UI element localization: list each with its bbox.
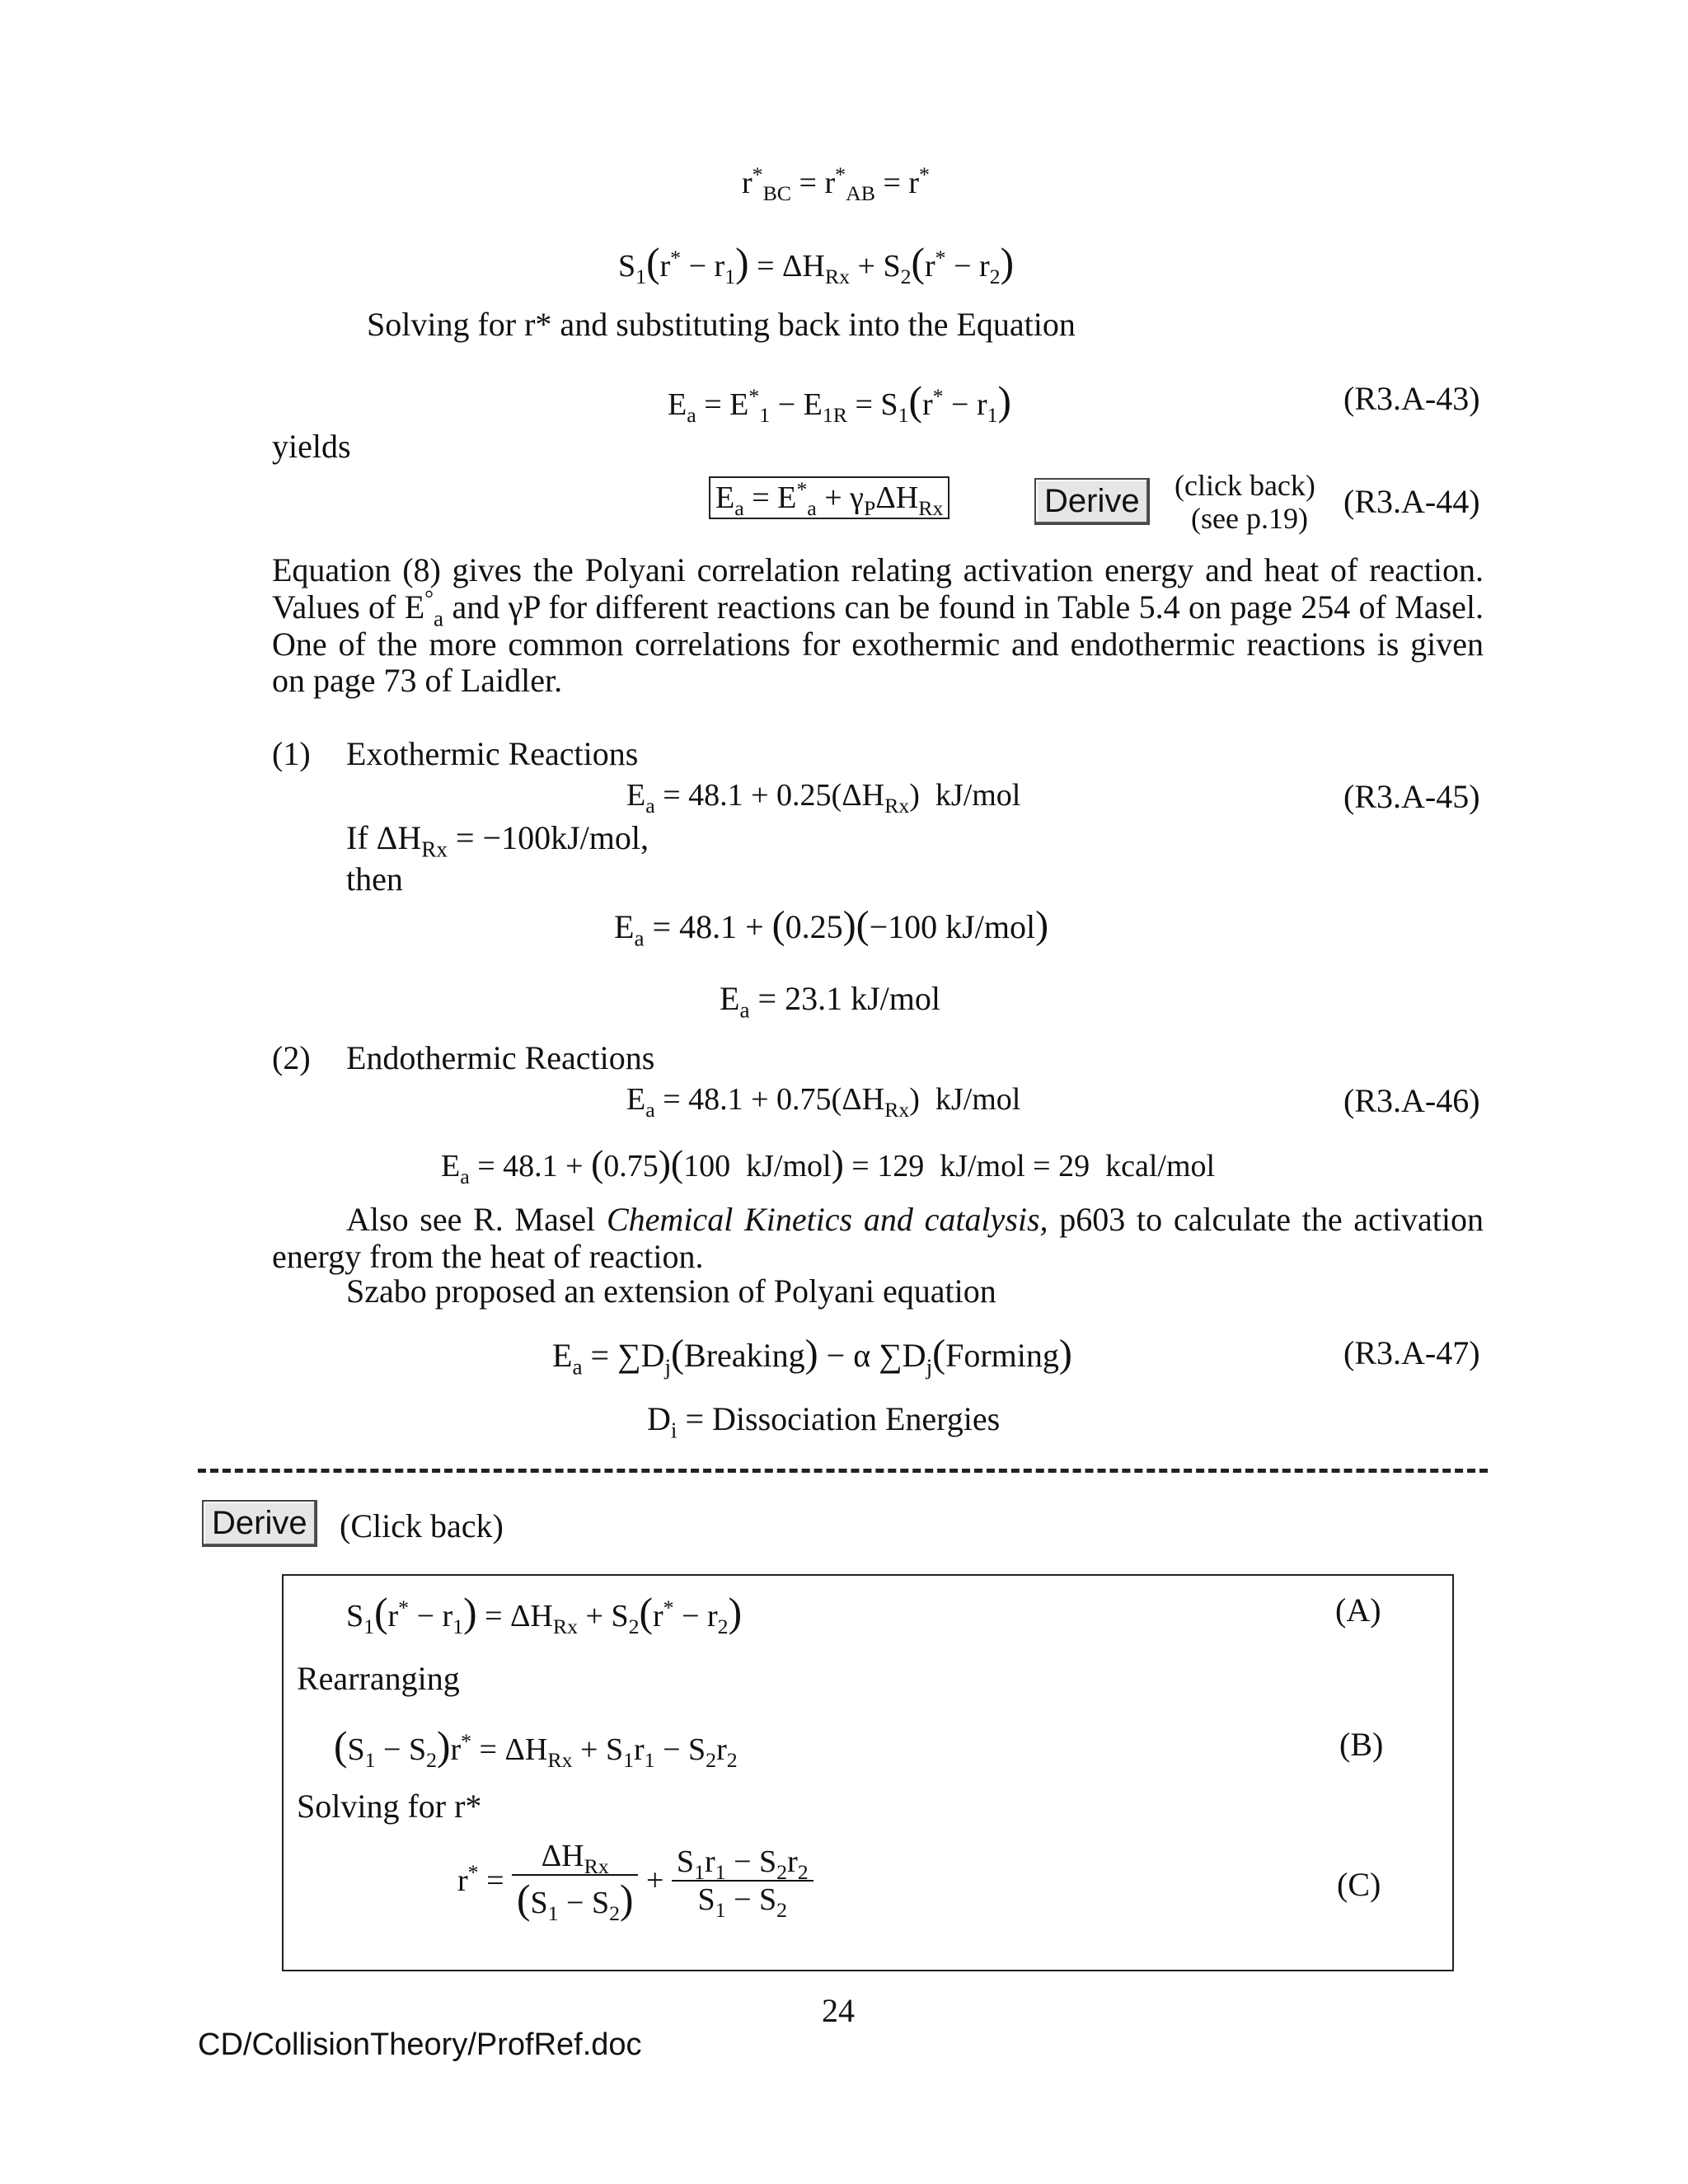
also-see-paragraph <box>272 1202 1484 1276</box>
equation-number-44: (R3.A-44) <box>1343 483 1480 520</box>
equation-calc-exo: $E_a = 48.1 + (0.25)(-100$ kJ/mol) <box>614 903 1049 951</box>
item-2-number: (2) <box>272 1039 311 1076</box>
equation-number-47: (R3.A-47) <box>1343 1334 1480 1371</box>
polanyi-text-1: Equation (8) gives the Polyani correlation relating activation energy and heat of reaction. Values of <box>272 551 1484 626</box>
polanyi-paragraph: Equation (8) gives the Polyani correlation relating activation energy and heat of reaction. Values of $E^\circ_a$ and γP for different reactions can be found in Table 5.4 on page 254 of Masel. One of the more common correlations for exothermic and endothermic reactions is given on page 73 of Laidler. <box>272 551 1484 700</box>
equation-44-boxed: $E_a = E^*_a + \gamma_P\Delta H_{Rx}$ <box>709 476 950 519</box>
derive-button[interactable]: Derive <box>1034 478 1150 525</box>
szabo-text: Szabo proposed an extension of Polyani equation <box>346 1272 996 1310</box>
item-2-label: Endothermic Reactions <box>346 1039 655 1076</box>
derive-button-2[interactable]: Derive <box>202 1500 317 1547</box>
box-rearranging: Rearranging <box>297 1660 460 1697</box>
equation-rstar: $r^*_{BC} = r^*_{AB} = r^*$ <box>742 162 930 206</box>
also-see-text-1: Also see R. Masel <box>346 1201 596 1238</box>
equation-45: $E_a = 48.1 + 0.25(\Delta H_{Rx})$ kJ/mol <box>626 778 1021 818</box>
text-solving: Solving for r* and substituting back into the Equation <box>367 306 1076 343</box>
fraction-2: $\frac{S_1r_1 - S_2r_2}{S_1 - S_2}$ <box>672 1844 814 1918</box>
equation-number-46: (R3.A-46) <box>1343 1082 1480 1119</box>
dashed-separator <box>198 1469 1488 1473</box>
fraction-1: $\frac{\Delta H_{Rx}}{(S_1 - S_2)}$ <box>512 1838 638 1923</box>
dissociation-definition: $D_i$ = Dissociation Energies <box>647 1400 1001 1443</box>
polanyi-text-2: and γP for different reactions can be found in Table 5.4 on page 254 of Masel. One of the more common correlations for exothermic and endothermic reactions is given on page 73 of Laidler. <box>272 588 1484 700</box>
book-title: Chemical Kinetics and catalysis, <box>607 1201 1048 1238</box>
equation-s1-balance: $S_1(r^* - r_1) = \Delta H_{Rx} + S_2(r^* - r_2)$ <box>618 240 1015 289</box>
box-label-b: (B) <box>1339 1726 1384 1763</box>
box-solving: Solving for r* <box>297 1788 482 1825</box>
equation-46: $E_a = 48.1 + 0.75(\Delta H_{Rx})$ kJ/mol <box>626 1082 1021 1122</box>
click-back-link-2[interactable]: (Click back) <box>340 1507 504 1544</box>
equation-result-exo: $E_a = 23.1$ kJ/mol <box>720 980 940 1023</box>
item-1-label: Exothermic Reactions <box>346 735 639 772</box>
equation-number-43: (R3.A-43) <box>1343 380 1480 417</box>
box-label-a: (A) <box>1335 1591 1381 1629</box>
page-number: 24 <box>822 1992 855 2029</box>
equation-43: $E_a = E^*_1 - E_{1R} = S_1(r^* - r_1)$ <box>668 378 1011 428</box>
box-equation-a: $S_1(r^* - r_1) = \Delta H_{Rx} + S_2(r^* - r_2)$ <box>346 1590 743 1639</box>
box-label-c: (C) <box>1337 1866 1381 1903</box>
if-condition: If $\Delta H_{Rx} = -100kJ/mol$, <box>346 819 649 862</box>
equation-number-45: (R3.A-45) <box>1343 778 1480 815</box>
footer-file-path: CD/CollisionTheory/ProfRef.doc <box>198 2027 642 2062</box>
item-1-number: (1) <box>272 735 311 772</box>
then-word: then <box>346 860 403 898</box>
see-page-link[interactable]: (see p.19) <box>1191 502 1308 535</box>
equation-calc-endo: $E_a = 48.1 + (0.75)(100$ kJ/mol) = 129 kJ/mol = 29 kcal/mol <box>441 1142 1216 1189</box>
equation-47: $E_a$ = $\sum D_j(Breaking) - \alpha$ $\sum D_j(Forming)$ <box>552 1332 1072 1380</box>
text-yields: yields <box>272 428 351 465</box>
also-see-text-2: p603 to calculate the activation energy from the heat of reaction. <box>272 1201 1484 1275</box>
box-equation-b: $(S_1 - S_2)r^* = \Delta H_{Rx} + S_1r_1 - S_2r_2$ <box>334 1723 738 1773</box>
box-equation-c: r* = $\frac{\Delta H_{Rx}}{(S_1 - S_2)}$ + $\frac{S_1r_1 - S_2r_2}{S_1 - S_2}$ <box>457 1838 814 1923</box>
click-back-link[interactable]: (click back) <box>1175 469 1315 502</box>
